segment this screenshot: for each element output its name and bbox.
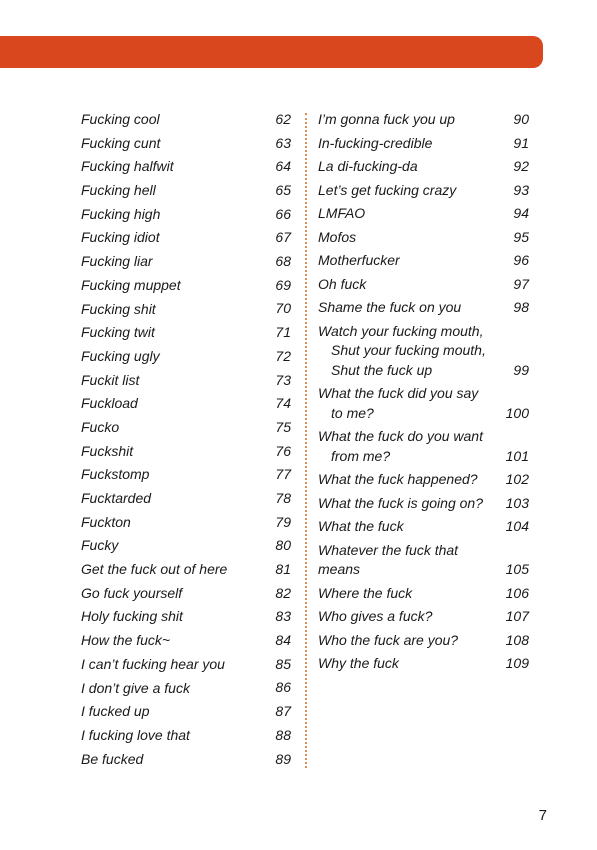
entry-page-number: 89 xyxy=(275,750,291,767)
index-entry xyxy=(81,700,291,724)
index-entry xyxy=(81,487,291,511)
entry-page-number: 76 xyxy=(275,442,291,459)
entry-label: Who gives a fuck? xyxy=(318,608,433,624)
entry-page-number: 83 xyxy=(275,608,291,625)
index-entry xyxy=(318,382,529,425)
entry-page-number: 69 xyxy=(275,276,291,293)
entry-label: Fuckton xyxy=(81,513,131,530)
index-entry xyxy=(81,534,291,558)
index-entry xyxy=(81,629,291,653)
entry-label: Go fuck yourself xyxy=(81,584,183,601)
entry-label: Fucking high xyxy=(81,205,161,222)
entry-label: Shame the fuck on you xyxy=(318,299,462,315)
entry-label: Fucking shit xyxy=(81,300,156,317)
index-entry xyxy=(81,179,291,203)
entry-label: Fucktarded xyxy=(81,490,152,506)
index-entry xyxy=(81,226,291,250)
entry-page-number: 103 xyxy=(505,494,529,511)
entry-label: How the fuck~ xyxy=(81,632,171,649)
index-entry xyxy=(81,108,291,132)
index-entry xyxy=(81,653,291,677)
entry-page-number: 107 xyxy=(505,608,529,624)
entry-label: Watch your fucking mouth, xyxy=(318,322,484,339)
index-entry xyxy=(318,226,529,250)
entry-label: I don’t give a fuck xyxy=(81,679,190,696)
index-entry xyxy=(318,539,529,582)
index-entry xyxy=(81,463,291,487)
index-entry xyxy=(81,321,291,345)
index-entry xyxy=(81,155,291,179)
entry-label: Fuckload xyxy=(81,395,138,412)
index-entry xyxy=(318,492,529,516)
entry-label-continuation: Shut your fucking mouth, xyxy=(331,342,486,358)
index-entry xyxy=(318,605,529,629)
entry-page-number: 96 xyxy=(513,252,529,268)
entry-label: Fucko xyxy=(81,418,120,435)
index-entry xyxy=(81,724,291,748)
index-entry xyxy=(81,440,291,464)
index-column-left xyxy=(81,108,291,771)
entry-label: Fucking twit xyxy=(81,324,155,341)
entry-page-number: 108 xyxy=(505,631,529,648)
index-entry xyxy=(81,274,291,298)
entry-page-number: 75 xyxy=(275,418,291,435)
index-entry xyxy=(81,250,291,274)
entry-page-number: 99 xyxy=(513,361,529,378)
entry-page-number: 65 xyxy=(275,182,291,199)
entry-page-number: 78 xyxy=(275,489,291,506)
entry-label: I’m gonna fuck you up xyxy=(318,111,455,127)
index-column-right xyxy=(318,108,529,676)
entry-page-number: 86 xyxy=(275,679,291,696)
index-entry xyxy=(318,468,529,492)
header-accent-bar xyxy=(0,36,543,68)
entry-label: Where the fuck xyxy=(318,584,413,601)
entry-page-number: 64 xyxy=(275,158,291,175)
entry-page-number: 81 xyxy=(275,561,291,578)
entry-label: Be fucked xyxy=(81,750,144,767)
entry-page-number: 105 xyxy=(505,561,529,577)
entry-label: I fucking love that xyxy=(81,726,190,743)
page-number: 7 xyxy=(538,807,547,824)
entry-page-number: 93 xyxy=(513,181,529,198)
index-entry xyxy=(318,179,529,203)
entry-label: In-fucking-credible xyxy=(318,134,433,151)
entry-page-number: 72 xyxy=(275,347,291,364)
entry-page-number: 88 xyxy=(275,726,291,743)
entry-label-continuation: Shut the fuck up xyxy=(331,361,433,378)
entry-label: Let’s get fucking crazy xyxy=(318,181,457,198)
index-entry xyxy=(81,298,291,322)
entry-page-number: 95 xyxy=(513,228,529,245)
entry-label-continuation: from me? xyxy=(331,447,391,464)
entry-label: What the fuck do you want xyxy=(318,428,483,444)
index-entry xyxy=(81,132,291,156)
entry-label: Fuckshit xyxy=(81,442,134,459)
index-entry xyxy=(318,249,529,273)
index-entry xyxy=(318,582,529,606)
entry-label: What the fuck xyxy=(318,518,404,534)
entry-label: What the fuck is going on? xyxy=(318,494,483,511)
entry-label: Whatever the fuck that means xyxy=(318,541,459,577)
entry-label: Fucking muppet xyxy=(81,276,181,293)
index-entry xyxy=(318,425,529,468)
entry-label: Fucking halfwit xyxy=(81,158,174,175)
entry-label: Fucking hell xyxy=(81,182,156,199)
index-entry xyxy=(81,605,291,629)
index-entry xyxy=(81,558,291,582)
entry-label: Motherfucker xyxy=(318,252,400,268)
entry-label: Fucking liar xyxy=(81,253,153,270)
entry-label: Mofos xyxy=(318,228,357,245)
entry-page-number: 71 xyxy=(275,324,291,341)
entry-label: Who the fuck are you? xyxy=(318,631,459,648)
entry-label-continuation: to me? xyxy=(331,404,374,421)
entry-label: What the fuck did you say xyxy=(318,385,479,401)
entry-label: Why the fuck xyxy=(318,655,399,671)
entry-page-number: 73 xyxy=(275,371,291,388)
entry-label: Fucking cool xyxy=(81,111,160,127)
entry-label: Fucky xyxy=(81,537,119,554)
entry-page-number: 70 xyxy=(275,300,291,317)
entry-label: Fucking cunt xyxy=(81,134,161,151)
entry-page-number: 104 xyxy=(505,518,529,534)
entry-page-number: 66 xyxy=(275,205,291,222)
entry-label: Holy fucking shit xyxy=(81,608,183,625)
index-entry xyxy=(318,629,529,653)
index-entry xyxy=(318,320,529,383)
index-entry xyxy=(318,652,529,676)
entry-page-number: 106 xyxy=(505,584,529,601)
entry-label: I can’t fucking hear you xyxy=(81,655,225,672)
entry-page-number: 79 xyxy=(275,513,291,530)
entry-label: What the fuck happened? xyxy=(318,471,478,487)
entry-page-number: 102 xyxy=(505,471,529,487)
entry-page-number: 68 xyxy=(275,253,291,270)
entry-label: LMFAO xyxy=(318,205,366,221)
entry-page-number: 94 xyxy=(513,205,529,221)
entry-page-number: 63 xyxy=(275,134,291,151)
entry-page-number: 91 xyxy=(513,134,529,151)
entry-label: Fucking idiot xyxy=(81,229,160,246)
entry-page-number: 82 xyxy=(275,584,291,601)
entry-page-number: 97 xyxy=(513,275,529,292)
index-entry xyxy=(81,345,291,369)
index-entry xyxy=(318,202,529,226)
entry-label: Fucking ugly xyxy=(81,347,160,364)
entry-page-number: 85 xyxy=(275,655,291,672)
index-entry xyxy=(318,155,529,179)
entry-page-number: 77 xyxy=(275,466,291,483)
index-entry xyxy=(81,677,291,701)
entry-page-number: 84 xyxy=(275,632,291,649)
index-entry xyxy=(81,511,291,535)
entry-label: Oh fuck xyxy=(318,275,367,292)
entry-page-number: 100 xyxy=(505,404,529,421)
entry-page-number: 101 xyxy=(505,447,529,464)
index-entry xyxy=(318,273,529,297)
index-entry xyxy=(81,392,291,416)
entry-page-number: 92 xyxy=(513,158,529,174)
entry-page-number: 87 xyxy=(275,703,291,720)
entry-page-number: 98 xyxy=(513,299,529,315)
entry-label: Fuckstomp xyxy=(81,466,150,483)
entry-page-number: 90 xyxy=(513,111,529,127)
index-entry xyxy=(318,108,529,132)
index-entry xyxy=(318,515,529,539)
entry-page-number: 67 xyxy=(275,229,291,246)
column-divider xyxy=(305,113,307,768)
entry-label: I fucked up xyxy=(81,703,150,720)
index-entry xyxy=(318,296,529,320)
entry-label: Get the fuck out of here xyxy=(81,561,228,578)
entry-label: Fuckit list xyxy=(81,371,140,388)
index-entry xyxy=(81,203,291,227)
entry-page-number: 80 xyxy=(275,537,291,554)
entry-page-number: 109 xyxy=(505,655,529,671)
index-entry xyxy=(81,416,291,440)
index-entry xyxy=(318,132,529,156)
entry-page-number: 62 xyxy=(275,110,291,127)
index-entry xyxy=(81,369,291,393)
index-entry xyxy=(81,582,291,606)
entry-label: La di-fucking-da xyxy=(318,158,418,174)
index-entry xyxy=(81,748,291,772)
entry-page-number: 74 xyxy=(275,395,291,412)
